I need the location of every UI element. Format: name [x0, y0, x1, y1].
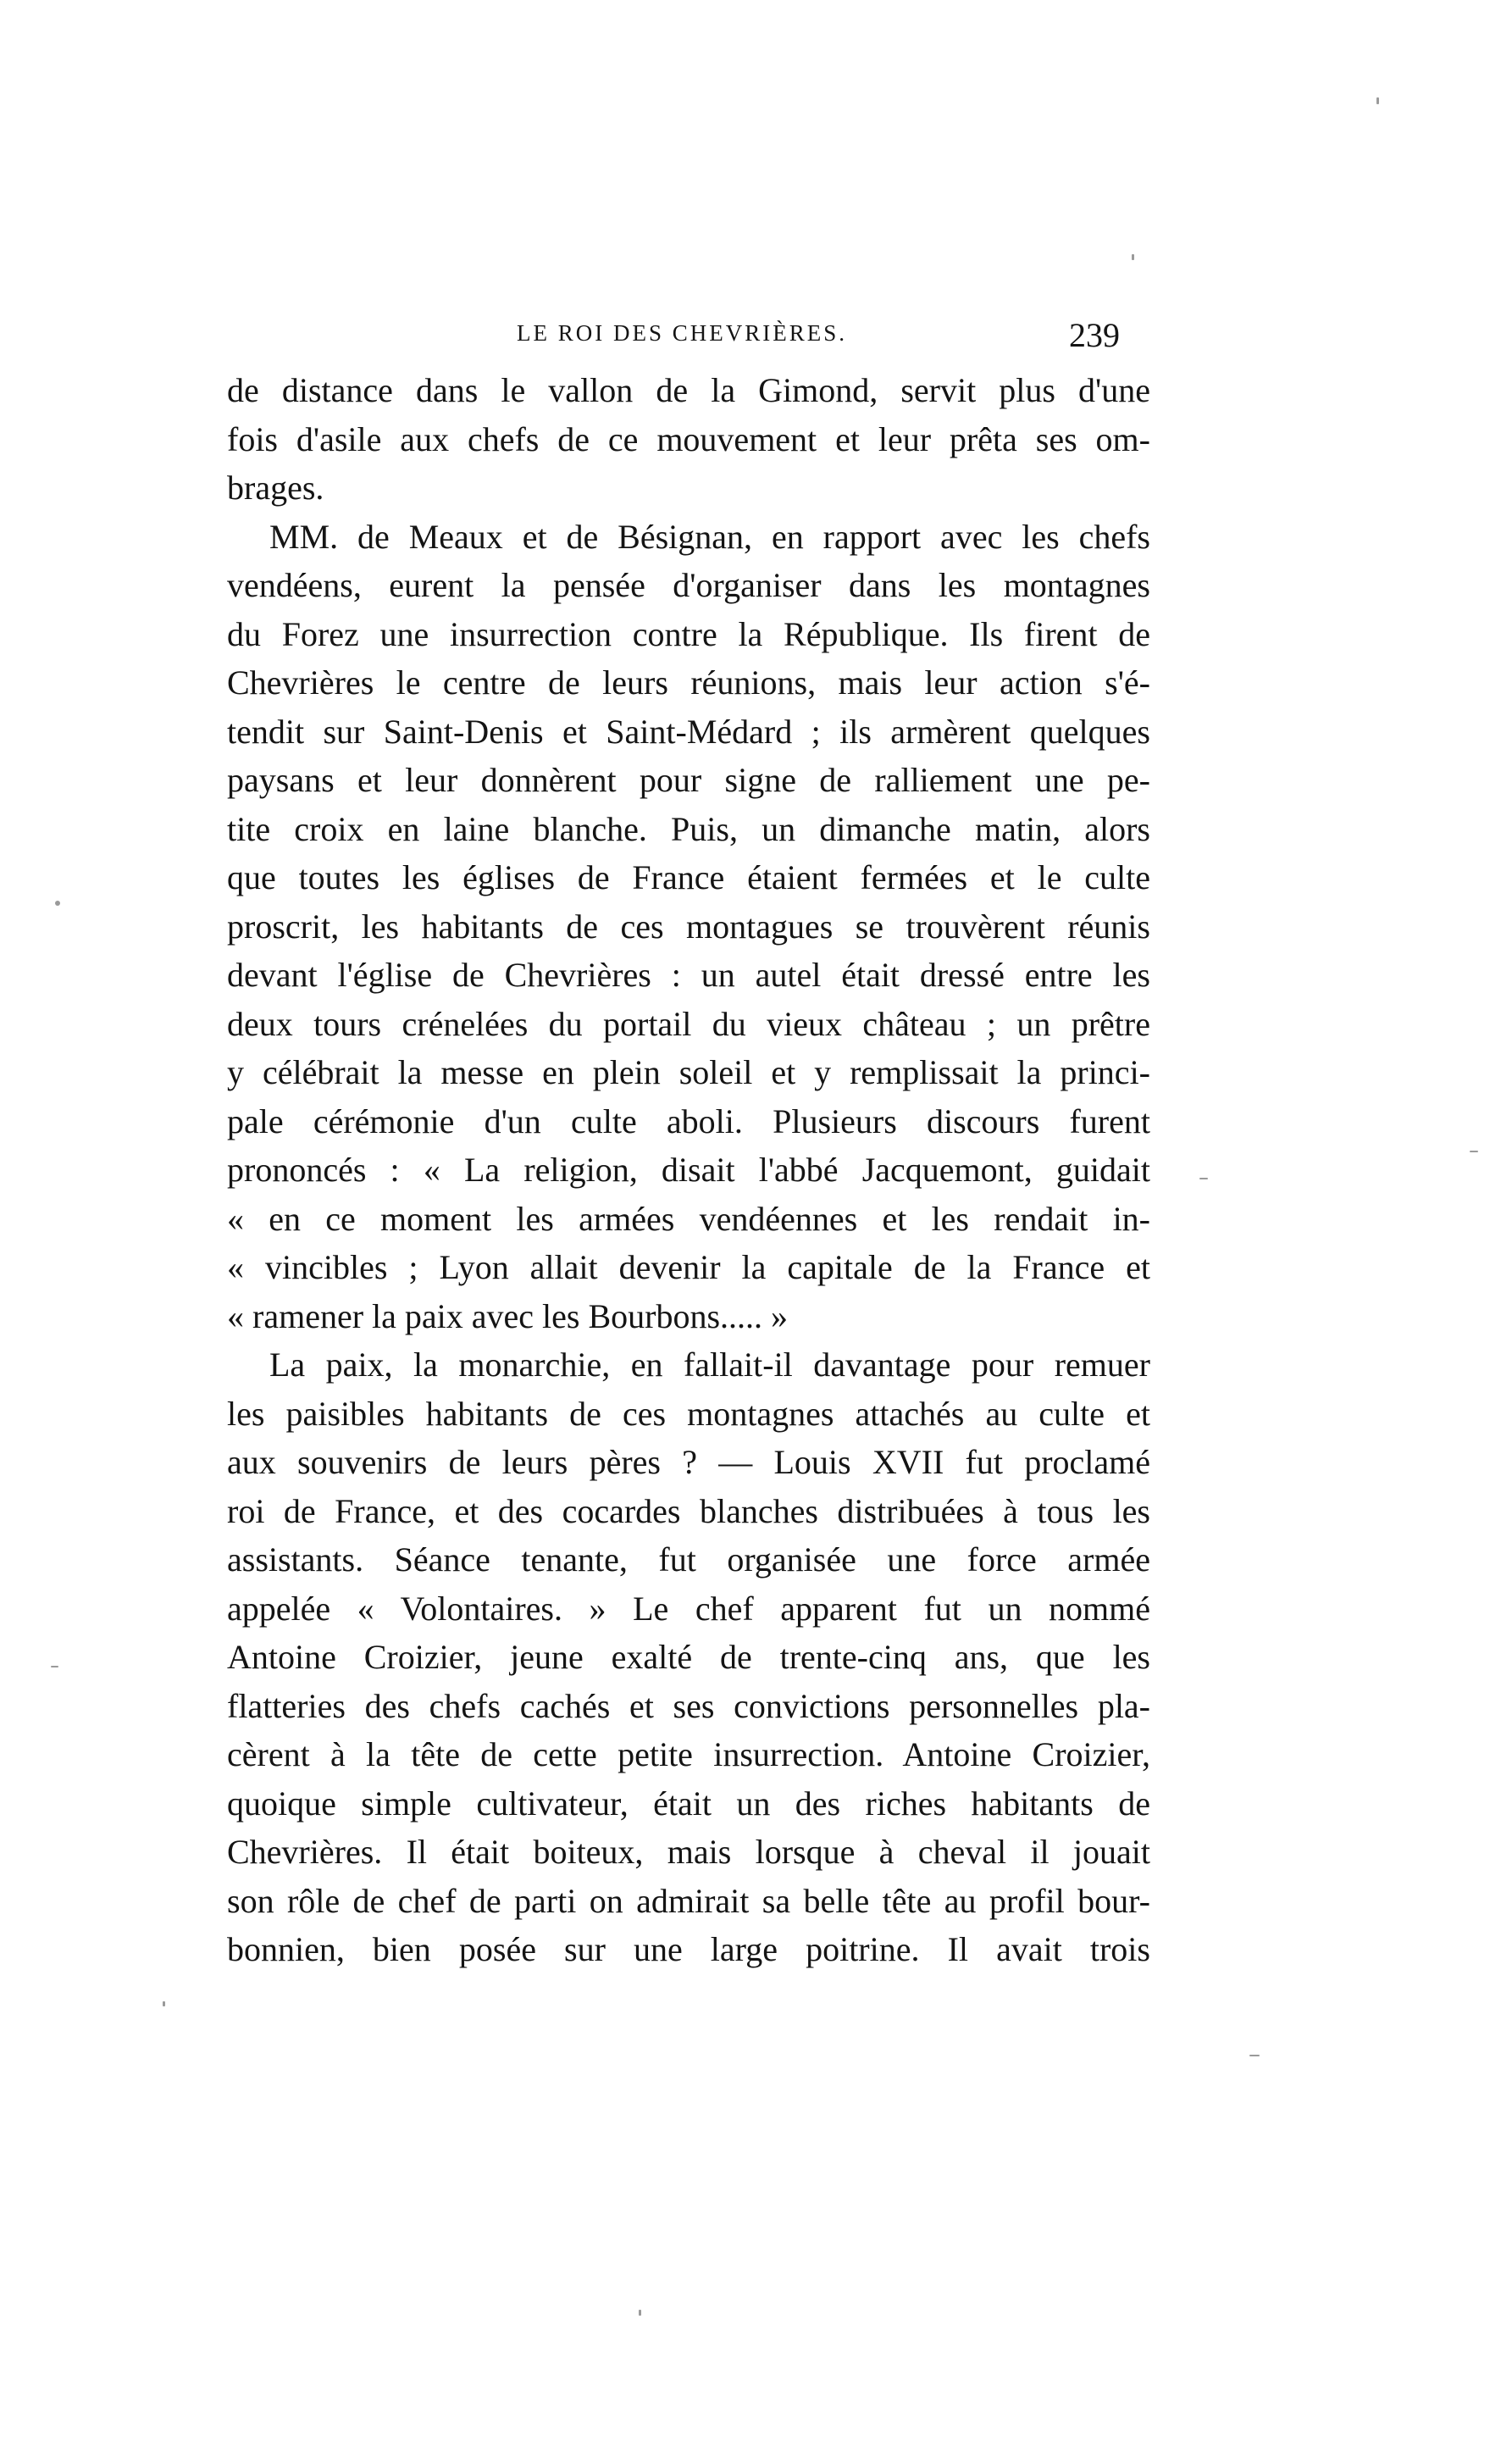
- text-line: « ramener la paix avec les Bourbons..... »: [227, 1296, 789, 1335]
- scan-speck: [1132, 254, 1134, 260]
- text-line: assistants. Séance tenante, fut organisée une force armée: [227, 1540, 1150, 1579]
- text-line: son rôle de chef de parti on admirait sa belle tête au profil bour-: [227, 1881, 1150, 1920]
- text-line: tite croix en laine blanche. Puis, un dimanche matin, alors: [227, 809, 1150, 848]
- text-line: pale cérémonie d'un culte aboli. Plusieurs discours furent: [227, 1101, 1150, 1140]
- text-line: du Forez une insurrection contre la République. Ils firent de: [227, 614, 1150, 653]
- text-line: deux tours crénelées du portail du vieux château ; un prêtre: [227, 1004, 1150, 1043]
- text-line: y célébrait la messe en plein soleil et y remplissait la princi-: [227, 1053, 1150, 1091]
- text-line: flatteries des chefs cachés et ses convictions personnelles pla-: [227, 1686, 1150, 1725]
- text-line: que toutes les églises de France étaient fermées et le culte: [227, 858, 1150, 896]
- text-line: appelée « Volontaires. » Le chef apparent fut un nommé: [227, 1589, 1150, 1628]
- scan-speck: [163, 2001, 165, 2006]
- page-number: 239: [1069, 316, 1120, 354]
- text-line: Chevrières le centre de leurs réunions, mais leur action s'é-: [227, 663, 1150, 702]
- scan-speck: [639, 2310, 641, 2316]
- scan-speck: [51, 1666, 58, 1667]
- text-line: La paix, la monarchie, en fallait-il davantage pour remuer: [269, 1346, 1150, 1384]
- text-line: Antoine Croizier, jeune exalté de trente-cinq ans, que les: [227, 1638, 1150, 1676]
- text-line: « vincibles ; Lyon allait devenir la capitale de la France et: [227, 1248, 1150, 1286]
- text-line: roi de France, et des cocardes blanches distribuées à tous les: [227, 1491, 1150, 1530]
- text-line: tendit sur Saint-Denis et Saint-Médard ; ils armèrent quelques: [227, 712, 1150, 751]
- scan-speck: [1376, 97, 1379, 104]
- running-title: LE ROI DES CHEVRIÈRES.: [517, 320, 847, 346]
- text-line: les paisibles habitants de ces montagnes attachés au culte et: [227, 1394, 1150, 1433]
- text-line: cèrent à la tête de cette petite insurrection. Antoine Croizier,: [227, 1735, 1150, 1773]
- text-line: fois d'asile aux chefs de ce mouvement et leur prêta ses om-: [227, 419, 1150, 458]
- text-line: bonnien, bien posée sur une large poitrine. Il avait trois: [227, 1930, 1150, 1968]
- text-line: proscrit, les habitants de ces montagues se trouvèrent réunis: [227, 907, 1150, 946]
- scan-speck: [1470, 1151, 1478, 1152]
- text-line: devant l'église de Chevrières : un autel était dressé entre les: [227, 956, 1150, 994]
- text-line: vendéens, eurent la pensée d'organiser dans les montagnes: [227, 566, 1150, 604]
- running-head: [517, 315, 1152, 358]
- scan-speck: [1199, 1178, 1208, 1179]
- body-text: [227, 366, 1150, 1974]
- text-line: de distance dans le vallon de la Gimond, servit plus d'une: [227, 371, 1150, 409]
- text-line: brages.: [227, 469, 324, 507]
- text-line: quoique simple cultivateur, était un des riches habitants de: [227, 1784, 1150, 1823]
- text-line: paysans et leur donnèrent pour signe de ralliement une pe-: [227, 761, 1150, 799]
- scan-speck: [55, 901, 60, 906]
- text-line: MM. de Meaux et de Bésignan, en rapport avec les chefs: [269, 517, 1150, 556]
- text-line: prononcés : « La religion, disait l'abbé Jacquemont, guidait: [227, 1151, 1150, 1189]
- scan-speck: [1249, 2055, 1260, 2056]
- text-line: « en ce moment les armées vendéennes et les rendait in-: [227, 1199, 1150, 1238]
- text-line: Chevrières. Il était boiteux, mais lorsque à cheval il jouait: [227, 1833, 1150, 1871]
- text-line: aux souvenirs de leurs pères ? — Louis XVII fut proclamé: [227, 1443, 1150, 1481]
